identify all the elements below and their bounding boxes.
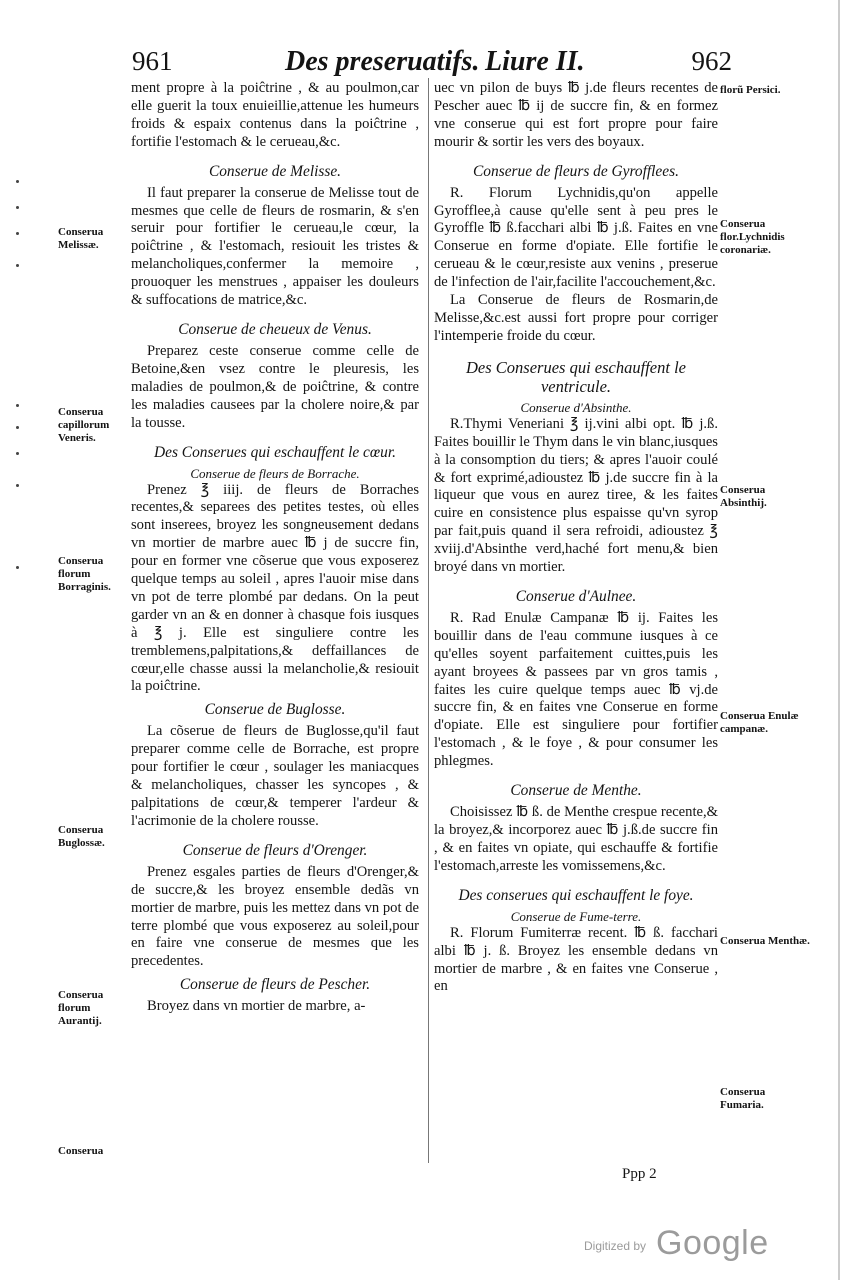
left-column bbox=[131, 80, 419, 1016]
paragraph: La Conserue de fleurs de Rosmarin,de Melisse,&c.est aussi fort propre pour corriger l'intemperie froide du cœur. bbox=[434, 292, 718, 344]
subsection-heading: Conserue d'Absinthe. bbox=[520, 399, 632, 415]
book-label: Liure II. bbox=[485, 46, 585, 77]
paragraph: uec vn pilon de buys ℔ j.de fleurs recentes de Pescher auec ℔ ij de succre fin, & en formez vne conserue qui est fort propre pour faire mourir & sortir les vers des boyaux. bbox=[434, 80, 718, 150]
margin-note-left: Conserua florum Borraginis. bbox=[58, 555, 111, 593]
paragraph: Prenez esgales parties de fleurs d'Orenger,& de succre,& les broyez ensemble dedãs vn mortier de marbre, puis les mettez dans vn pot de terre plombé que vous exposerez au soleil,pour en faire vne conserue de mesmes que les precedentes. bbox=[131, 863, 419, 970]
paragraph: Il faut preparer la conserue de Melisse tout de mesmes que celle de fleurs de rosmarin, & s'en seruir pour fortifier le cerueau,le cœur, la poiĉtrine , & l'estomach, resiouit les tristes & melancholiques,confermer la memoire , prouoquer les menstrues , appaiser les douleurs & suffocations de matrice,&c. bbox=[131, 184, 419, 309]
section-heading: Conserue de Menthe. bbox=[510, 782, 642, 800]
section-heading: Conserue de cheueux de Venus. bbox=[178, 320, 372, 338]
margin-note-right: Conserua Menthæ. bbox=[720, 935, 810, 947]
margin-note-left: Conserua florum Aurantij. bbox=[58, 989, 104, 1027]
section-heading: Conserue d'Aulnee. bbox=[515, 587, 637, 605]
paragraph: Preparez ceste conserue comme celle de Betoine,&en vsez contre le pleuresis, les maladies de poulmon,& de poiĉtrine, & contre les maladies causees par la cholere noire,& par la tousse. bbox=[131, 342, 419, 431]
margin-note-left: Conserua Buglossæ. bbox=[58, 824, 105, 849]
page-number-right: 962 bbox=[691, 46, 732, 76]
right-column bbox=[434, 80, 718, 996]
margin-note-left: Conserua bbox=[58, 1145, 104, 1157]
digitized-prefix: Digitized by bbox=[584, 1239, 647, 1253]
margin-note-right: Conserua Absinthij. bbox=[720, 484, 767, 509]
signature-mark: Ppp 2 bbox=[622, 1166, 657, 1182]
paragraph: R.Thymi Veneriani ℥ ij.vini albi opt. ℔ j.ß. Faites bouillir le Thym dans le vin blanc,iusques à la consomption du tiers; & apres l'auoir coulé & fort exprimé,adioustez ℔ j.de succre fin à la liqueur que vous en aurez tiree, & les faites cuire en consistence plus espaisse qu'vn syrop par fait,puis quand il sera refroidi, adioustez ℥ xviij.d'Absinthe verd,haché fort menu,& bien broyé dans vn mortier. bbox=[434, 415, 718, 576]
margin-note-right: florũ Persici. bbox=[720, 84, 781, 96]
subsection-heading: Conserue de fleurs de Borrache. bbox=[190, 465, 360, 481]
margin-note-right: Conserua Fumaria. bbox=[720, 1086, 766, 1111]
section-heading: Conserue de Melisse. bbox=[208, 162, 342, 180]
section-heading: Conserue de fleurs de Pescher. bbox=[179, 976, 371, 994]
paragraph: Broyez dans vn mortier de marbre, a- bbox=[147, 998, 366, 1015]
paragraph: R. Florum Fumiterræ recent. ℔ ß. facchari albi ℔ j. ß. Broyez les ensemble dedans vn mortier de marbre , & en faites vne Conserue , en bbox=[434, 924, 718, 995]
running-head bbox=[120, 46, 740, 82]
section-heading: Des conserues qui eschauffent le foye. bbox=[458, 886, 694, 904]
margin-note-right: Conserua flor.Lychnidis coronariæ. bbox=[720, 218, 785, 256]
scan-edge bbox=[838, 0, 840, 1280]
running-title: Des preseruatifs. bbox=[285, 46, 480, 77]
section-heading: Conserue de fleurs d'Orenger. bbox=[182, 841, 368, 859]
margin-note-right: Conserua Enulæ campanæ. bbox=[720, 710, 799, 735]
margin-note-left: Conserua Melissæ. bbox=[58, 226, 104, 251]
section-heading: Des Conserues qui eschauffent le ventricule. bbox=[466, 357, 686, 396]
column-rule bbox=[428, 78, 429, 1163]
section-heading: Conserue de fleurs de Gyrofflees. bbox=[473, 162, 679, 180]
subsection-heading: Conserue de Fume-terre. bbox=[510, 908, 642, 924]
section-heading: Conserue de Buglosse. bbox=[204, 701, 346, 719]
section-heading: Des Conserues qui eschauffent le cœur. bbox=[154, 443, 396, 461]
paragraph: Prenez ℥ iiij. de fleurs de Borraches recentes,& separees des petites testes, où elles sont inserees, broyez les songneusement dedans vn mortier de marbre auec ℔ j de succre fin, pour en former vne cõserue que vous exposerez quelque temps au soleil , apres l'auoir mise dans vn pot de terre plombé par dedans. On la peut garder vn an & en donner à chasque fois iusques à ℥ j. Elle est singuliere contre les tremblemens,palpitations,& deffaillances de cœur,elle chasse aussi la melancholie,& resiouit la poiĉtrine. bbox=[131, 481, 419, 695]
paragraph: La cõserue de fleurs de Buglosse,qu'il faut preparer comme celle de Borrache, est propre pour fortifier le cœur , soulager les maniacques & melancholiques, chasser les syncopes , & palpitations de cœur,& temperer l'ardeur & l'acrimonie de la cholere rousse. bbox=[131, 723, 419, 829]
paragraph: R. Rad Enulæ Campanæ ℔ ij. Faites les bouillir dans de l'eau commune iusques à ce qu'elles soyent parfaitement cuittes,puis les ayant broyees & passees par vn gros tamis , faites les cuire quelque temps auec ℔ vj.de succre fin, & en faites vne Conserue en forme d'opiate. Elle est singuliere pour fortifier l'estomach , & le foye , & pour consumer les phlegmes. bbox=[434, 609, 718, 770]
page-number-left: 961 bbox=[132, 46, 173, 76]
paragraph: ment propre à la poiĉtrine , & au poulmon,car elle guerit la toux enuieillie,attenue les humeurs froids & espaix contenus dans la poiĉtrine , fortifie l'estomach & le cerueau,&c. bbox=[131, 80, 419, 150]
paragraph: R. Florum Lychnidis,qu'on appelle Gyrofflee,à cause qu'elle sent à peu pres le Gyroffle ℔ ß.facchari albi ℔ j.ß. Faites en vne Conserue en forme d'opiate. Elle fortifie le cerueau & le cœur,resiste aux venins , preserue de l'infection de l'air,facilite l'accouchement,&c. bbox=[434, 184, 718, 291]
paragraph: Choisissez ℔ ß. de Menthe crespue recente,& la broyez,& incorporez auec ℔ j.ß.de succre fin , & en faites vn opiate, qui eschauffe & fortifie l'estomach,arreste les vomissemens,&c. bbox=[434, 804, 718, 874]
margin-note-left: Conserua capillorum Veneris. bbox=[58, 406, 110, 444]
margin-specks bbox=[14, 180, 22, 600]
google-logo: Google bbox=[656, 1224, 769, 1262]
